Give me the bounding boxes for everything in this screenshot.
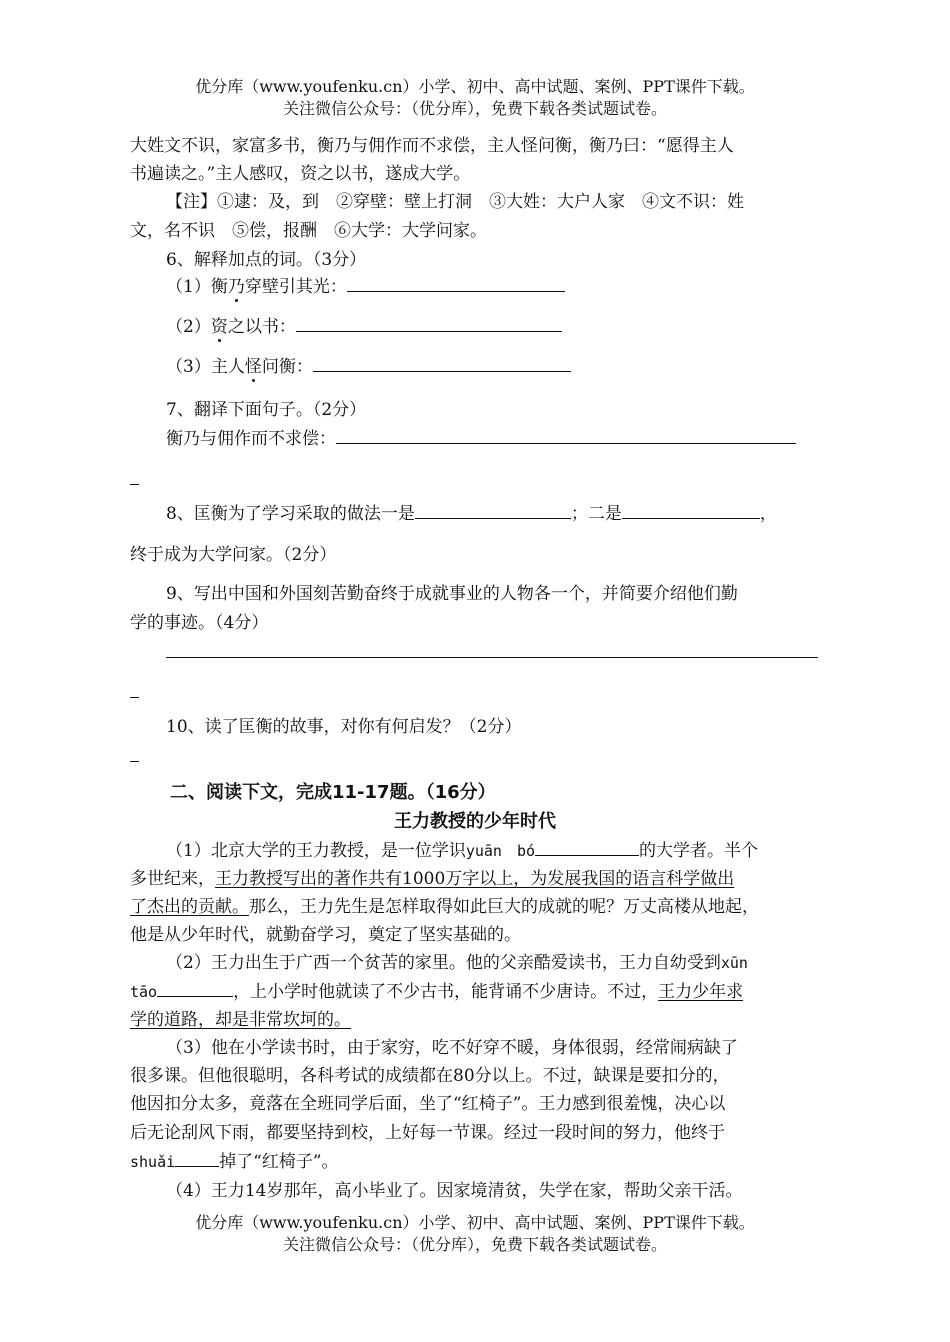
note-line-1: 【注】①逮：及，到 ②穿壁：壁上打洞 ③大姓：大户人家 ④文不识：姓 xyxy=(166,192,744,212)
article-p3-line-2: 很多课。但他很聪明，各科考试的成绩都在80分以上。不过，缺课是要扣分的， xyxy=(130,1066,730,1086)
p1-l2-text: 多世纪来， xyxy=(130,869,215,889)
q8-answer-1-blank[interactable] xyxy=(415,502,571,519)
pinyin-yuanbo-blank[interactable] xyxy=(535,839,639,856)
article-p1-line-4: 他是从少年时代，就勤奋学习，奠定了坚实基础的。 xyxy=(130,925,521,945)
footer-line-2: 关注微信公众号：（优分库），免费下载各类试题试卷。 xyxy=(282,1235,667,1254)
q8-line-1 xyxy=(166,502,866,526)
article-p3-line-4: 后无论刮风下雨，都要坚持到校，上好每一节课。经过一段时间的努力，他终于 xyxy=(130,1123,725,1143)
q9-line-2: 学的事迹。（4分） xyxy=(130,613,269,633)
q7-title: 7、翻译下面句子。（2分） xyxy=(166,400,367,420)
q7-sentence xyxy=(166,427,866,451)
q10-answer-mark xyxy=(130,761,139,762)
header-line-1: 优分库（www.youfenku.cn）小学、初中、高中试题、案例、PPT课件下载。 xyxy=(195,77,755,96)
article-p4-line-1: （4）王力14岁那年，高小毕业了。因家境清贫，失学在家，帮助父亲干活。 xyxy=(166,1181,743,1201)
q8-text-c: ， xyxy=(759,504,777,524)
article-p1-line-2 xyxy=(130,867,830,891)
pinyin-xun: xūn xyxy=(720,954,748,972)
q8-answer-2-blank[interactable] xyxy=(622,502,760,519)
p3-l5-text: 掉了“红椅子”。 xyxy=(219,1152,339,1172)
q6-item-1-text: （1）衡 xyxy=(166,277,228,297)
article-p2-line-2 xyxy=(130,980,830,1004)
underlined-sentence-2a: 王力少年求 xyxy=(658,982,744,1002)
q6-item-3-text: （3）主人 xyxy=(166,357,245,377)
pinyin-xuntao-blank[interactable] xyxy=(157,980,233,997)
article-p3-line-5 xyxy=(130,1150,830,1174)
q10-text: 10、读了匡衡的故事，对你有何启发？（2分） xyxy=(166,717,522,737)
section-2-heading: 二、阅读下文，完成11-17题。（16分） xyxy=(170,782,496,803)
article-title: 王力教授的少年时代 xyxy=(394,811,556,832)
article-p3-line-3: 他因扣分太多，竟落在全班同学后面，坐了“红椅子”。王力感到很羞愧，决心以 xyxy=(130,1094,726,1114)
q6-title: 6、解释加点的词。（3分） xyxy=(166,250,367,270)
q6-item-3 xyxy=(166,355,866,379)
p1-l3-text: 那么，王力先生是怎样取得如此巨大的成就的呢？万丈高楼从地起， xyxy=(249,897,759,917)
q9-continuation-mark xyxy=(130,697,139,698)
pinyin-shuai-blank[interactable] xyxy=(175,1150,219,1167)
q6-item-2-text-b: 之以书： xyxy=(227,317,296,337)
q9-answer-line[interactable] xyxy=(166,657,818,658)
pinyin-tao: tāo xyxy=(130,983,158,1001)
q6-item-3-text-b: 问衡： xyxy=(261,357,313,377)
q8-text-a: 8、匡衡为了学习采取的做法一是 xyxy=(166,504,415,524)
header-line-2: 关注微信公众号：（优分库），免费下载各类试题试卷。 xyxy=(282,99,667,118)
footer-line-1: 优分库（www.youfenku.cn）小学、初中、高中试题、案例、PPT课件下载。 xyxy=(195,1213,755,1232)
article-p2-line-3 xyxy=(130,1008,830,1032)
q6-item-2-text: （2） xyxy=(166,317,211,337)
q6-answer-2-blank[interactable] xyxy=(296,315,562,332)
q9-line-1: 9、写出中国和外国刻苦勤奋终于成就事业的人物各一个，并简要介绍他们勤 xyxy=(166,584,738,604)
q6-item-2-dotted-word: 资 xyxy=(210,317,228,337)
note-line-2: 文，名不识 ⑤偿，报酬 ⑥大学：大学问家。 xyxy=(130,221,487,241)
q8-line-2: 终于成为大学问家。（2分） xyxy=(130,545,337,565)
q6-answer-3-blank[interactable] xyxy=(313,355,571,372)
pinyin-shuai: shuǎi xyxy=(130,1153,176,1171)
q6-item-2 xyxy=(166,315,866,339)
q6-item-1-dotted-word: 乃 xyxy=(227,277,245,297)
q8-text-b: ；二是 xyxy=(570,504,622,524)
q7-sentence-text: 衡乃与佣作而不求偿： xyxy=(166,429,336,449)
underlined-sentence-1a: 王力教授写出的著作共有1000万字以上，为发展我国的语言科学做出 xyxy=(215,869,735,889)
passage-line-2: 书遍读之。”主人感叹，资之以书，遂成大学。 xyxy=(130,164,471,184)
article-p2-line-1 xyxy=(166,951,866,975)
underlined-sentence-1b: 了杰出的贡献。 xyxy=(130,897,249,917)
article-p3-line-1: （3）他在小学读书时，由于家穷，吃不好穿不暖，身体很弱，经常闹病缺了 xyxy=(166,1038,738,1058)
article-p1-line-3 xyxy=(130,895,830,919)
underlined-sentence-2b: 学的道路，却是非常坎坷的。 xyxy=(130,1010,351,1030)
passage-line-1: 大姓文不识，家富多书，衡乃与佣作而不求偿，主人怪问衡，衡乃曰：“愿得主人 xyxy=(130,136,734,156)
p2-text-a: （2）王力出生于广西一个贫苦的家里。他的父亲酷爱读书，王力自幼受到 xyxy=(166,953,721,973)
q6-item-1-text-b: 穿壁引其光： xyxy=(244,277,347,297)
q6-item-1 xyxy=(166,275,866,299)
pinyin-yuanbo: yuān bó xyxy=(465,842,536,860)
p1-text-a: （1）北京大学的王力教授，是一位学识 xyxy=(166,841,466,861)
p1-text-b: 的大学者。半个 xyxy=(639,841,759,861)
q6-answer-1-blank[interactable] xyxy=(347,275,565,292)
q6-item-3-dotted-word: 怪 xyxy=(244,357,262,377)
q7-continuation-mark xyxy=(130,484,139,485)
p2-text-b: ，上小学时他就读了不少古书，能背诵不少唐诗。不过， xyxy=(233,982,659,1002)
q7-answer-blank[interactable] xyxy=(336,427,796,444)
article-p1-line-1 xyxy=(166,839,866,863)
